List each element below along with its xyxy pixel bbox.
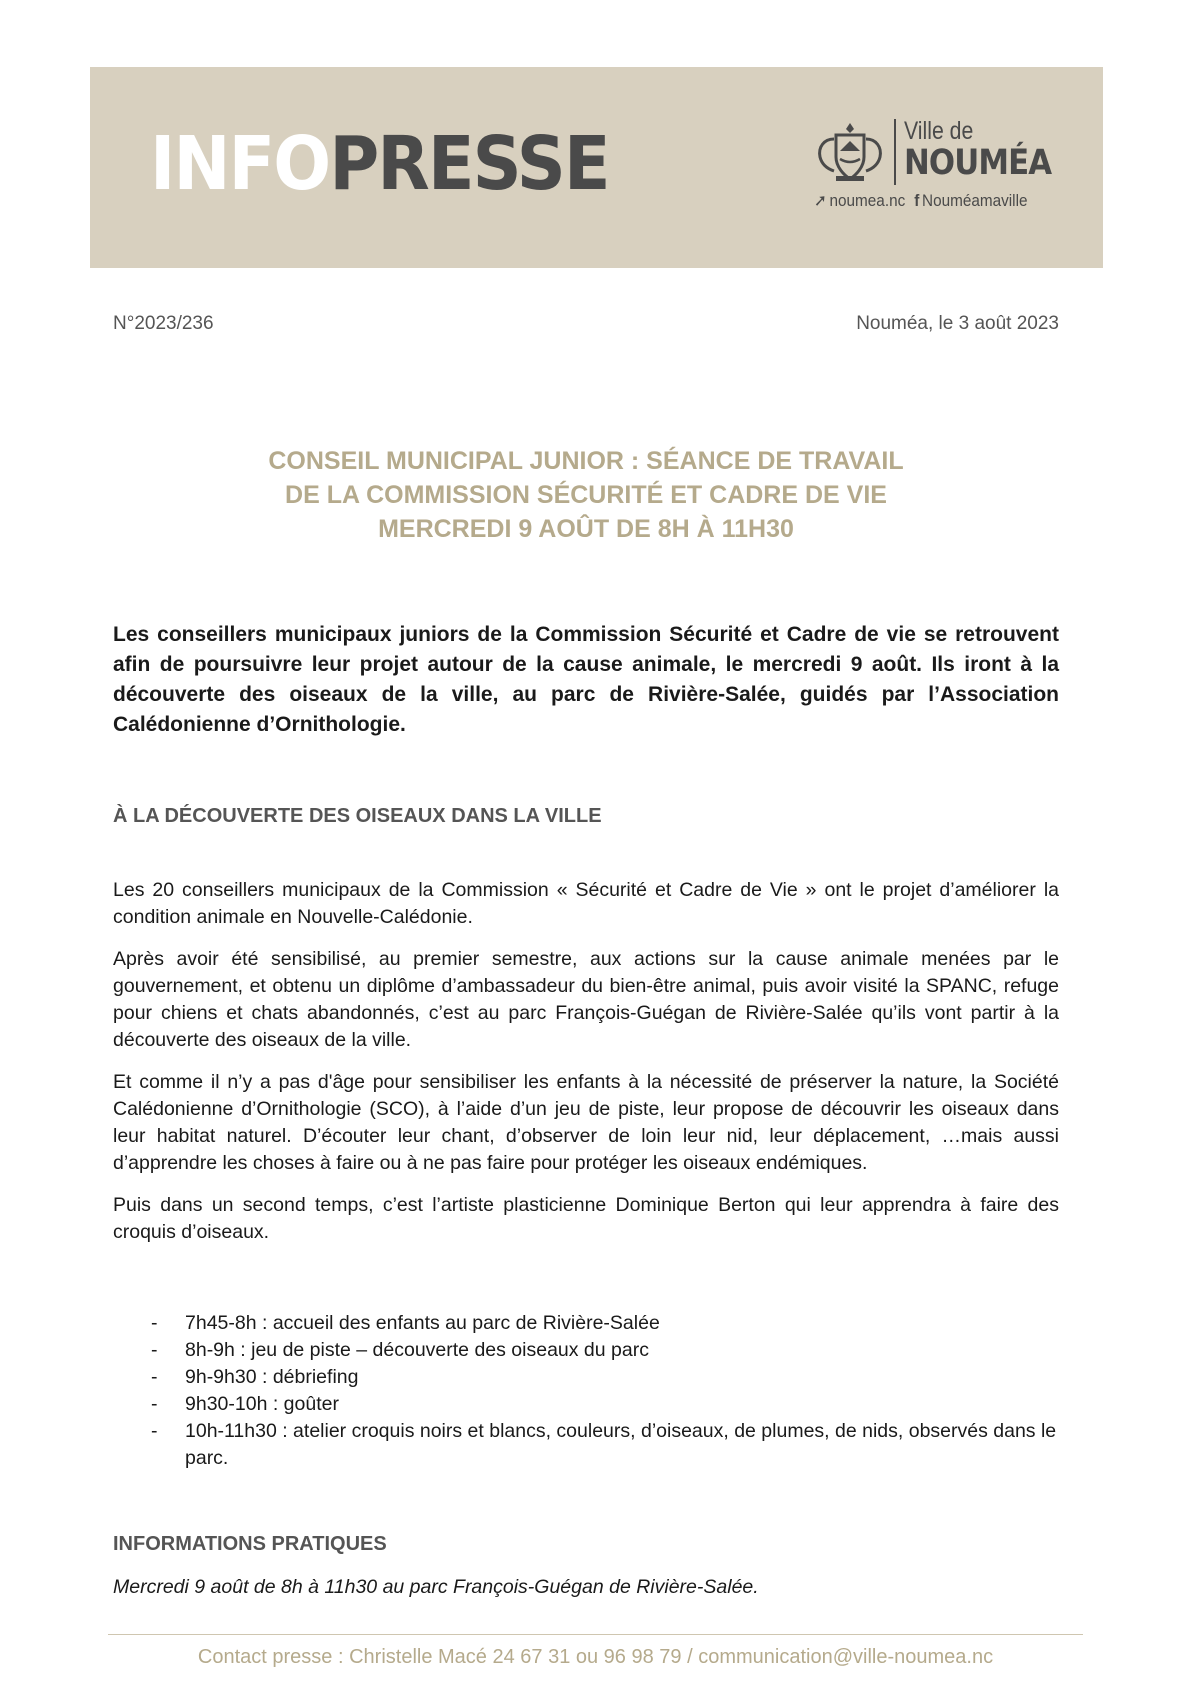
schedule-item: - 8h-9h : jeu de piste – découverte des oiseaux du parc [113, 1337, 1059, 1364]
press-release-date: Nouméa, le 3 août 2023 [856, 313, 1059, 334]
body-paragraph: Puis dans un second temps, c’est l’artiste plasticienne Dominique Berton qui leur apprendra à faire des croquis d’oiseaux. [113, 1194, 1059, 1243]
list-dash: - [151, 1339, 158, 1361]
title-line-3: MERCREDI 9 AOÛT DE 8H À 11H30 [378, 515, 794, 543]
ville-de-noumea-logo [814, 119, 1054, 209]
body-paragraph: Et comme il n’y a pas d'âge pour sensibiliser les enfants à la nécessité de préserver la nature, la Société Calédonienne d’Ornithologie (SCO), à l’aide d’un jeu de piste, leur propose de découvrir les oiseaux dans leur habitat naturel. D’écouter leur chant, d’observer de loin leur nid, leur déplacement, …mais aussi d’apprendre les choses à faire ou à ne pas faire pour protéger les oiseaux endémiques. [113, 1071, 1059, 1174]
logo-ville-de: Ville de [904, 117, 974, 145]
facebook-icon: f [914, 191, 920, 210]
list-dash: - [151, 1312, 158, 1334]
footer-divider [108, 1634, 1083, 1635]
article-body [113, 877, 1059, 1261]
logo-noumea: NOUMÉA [904, 143, 1052, 183]
logo-links [814, 191, 1027, 211]
practical-info: Mercredi 9 août de 8h à 11h30 au parc François-Guégan de Rivière-Salée. [113, 1576, 759, 1598]
section-heading-informations: INFORMATIONS PRATIQUES [113, 1533, 387, 1555]
arrow-icon: ➚ [814, 191, 827, 210]
list-dash: - [151, 1393, 158, 1415]
schedule-item: - 10h-11h30 : atelier croquis noirs et blancs, couleurs, d’oiseaux, de plumes, de nids, observés dans le parc. [151, 1420, 1057, 1469]
list-dash: - [151, 1420, 158, 1442]
wordmark-presse: PRESSE [329, 121, 609, 207]
facebook-link[interactable]: Nouméamaville [922, 191, 1028, 210]
press-contact: Contact presse : Christelle Macé 24 67 31 ou 96 98 79 / communication@ville-noumea.nc [197, 1646, 994, 1668]
body-paragraph: Les 20 conseillers municipaux de la Commission « Sécurité et Cadre de Vie » ont le projet d’améliorer la condition animale en Nouvelle-Calédonie. [113, 879, 1059, 928]
infopresse-wordmark [150, 121, 609, 207]
press-release-number: N°2023/236 [113, 313, 214, 334]
schedule-item: - 9h30-10h : goûter [113, 1391, 1059, 1418]
logo-divider [894, 119, 896, 185]
wordmark-info: INFO [150, 121, 330, 207]
noumea-crest-icon [814, 121, 886, 183]
lead-paragraph: Les conseillers municipaux juniors de la Commission Sécurité et Cadre de vie se retrouvent afin de poursuivre leur projet autour de la cause animale, le mercredi 9 août. Ils iront à la découverte des oiseaux de la ville, au parc de Rivière-Salée, guidés par l’Association Calédonienne d’Ornithologie. [113, 623, 1059, 736]
website-link[interactable]: noumea.nc [829, 191, 906, 210]
section-heading-decouverte: À LA DÉCOUVERTE DES OISEAUX DANS LA VILLE [113, 805, 602, 827]
page-title [113, 444, 1059, 546]
schedule-item: - 9h-9h30 : débriefing [113, 1364, 1059, 1391]
list-dash: - [151, 1366, 158, 1388]
title-line-1: CONSEIL MUNICIPAL JUNIOR : SÉANCE DE TRAVAIL [268, 447, 904, 475]
schedule-item: - 7h45-8h : accueil des enfants au parc de Rivière-Salée [113, 1310, 1059, 1337]
header-banner [90, 67, 1103, 268]
title-line-2: DE LA COMMISSION SÉCURITÉ ET CADRE DE VIE [285, 481, 887, 509]
schedule-list [113, 1310, 1059, 1472]
body-paragraph: Après avoir été sensibilisé, au premier semestre, aux actions sur la cause animale menées par le gouvernement, et obtenu un diplôme d’ambassadeur du bien-être animal, puis avoir visité la SPANC, refuge pour chiens et chats abandonnés, c’est au parc François-Guégan de Rivière-Salée qu’ils vont partir à la découverte des oiseaux de la ville. [113, 948, 1059, 1051]
